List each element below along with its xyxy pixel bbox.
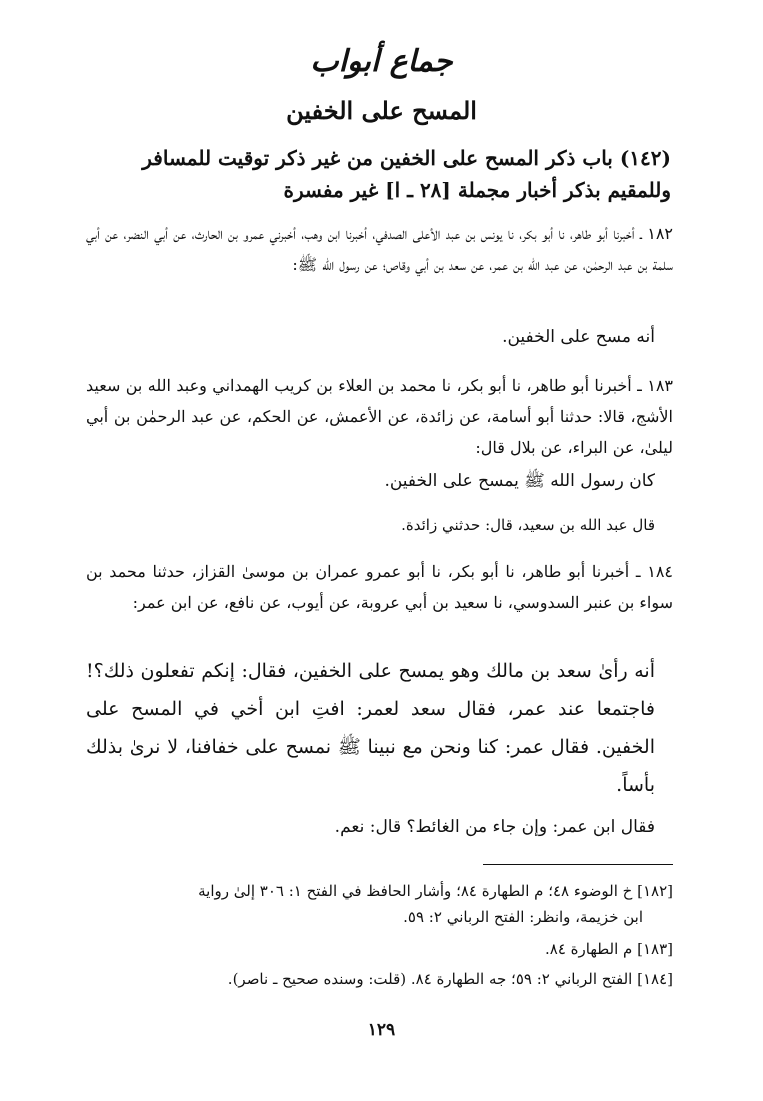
hadith-182-isnad: ١٨٢ ـ أخبرنا أبو طاهر، نا أبو بكر، نا يونس بن عبد الأعلى الصدفي، أخبرنا ابن وهب، أخبرني عمرو بن الحارث، عن أبي النضر، عن أبي سلمة بن عبد الرحمٰن، عن عبد الله بن عمر، عن سعد بن أبي وقاص؛ عن رسول الله ﷺ: bbox=[86, 224, 673, 274]
hadith-184-matn: أنه رأىٰ سعد بن مالك وهو يمسح على الخفين، فقال: إنكم تفعلون ذلك؟! فاجتمعا عند عمر، فقال سعد لعمر: افتِ ابن أخي في المسح على الخفين. فقال عمر: كنا ونحن مع نبينا ﷺ نمسح على خفافنا، لا نرىٰ بذلك بأساً. bbox=[86, 660, 655, 796]
hadith-184-final: فقال ابن عمر: وإن جاء من الغائط؟ قال: نعم. bbox=[334, 817, 655, 837]
hadith-183-matn: كان رسول الله ﷺ يمسح على الخفين. bbox=[384, 471, 655, 491]
section-title: المسح على الخفين bbox=[286, 96, 477, 125]
hadith-183-note: قال عبد الله بن سعيد، قال: حدثني زائدة. bbox=[401, 516, 655, 534]
hadith-183-isnad: ١٨٣ ـ أخبرنا أبو طاهر، نا أبو بكر، نا محمد بن العلاء بن كريب الهمداني وعبد الله بن سعيد الأشج، قالا: حدثنا أبو أسامة، عن زائدة، عن الأعمش، عن الحكم، عن عبد الرحمٰن بن أبي ليلىٰ، عن البراء، عن بلال قال: bbox=[86, 376, 673, 457]
footnote-182-line2: ابن خزيمة، وانظر: الفتح الرباني ٢: ٥٩. bbox=[403, 908, 643, 926]
chapter-title: جماع أبواب bbox=[310, 44, 453, 79]
footnote-183: [١٨٣] م الطهارة ٨٤. bbox=[544, 940, 673, 958]
hadith-184-isnad: ١٨٤ ـ أخبرنا أبو طاهر، نا أبو بكر، نا أبو عمرو عمران بن موسىٰ القزاز، حدثنا محمد بن سواء بن عنبر السدوسي، نا سعيد بن أبي عروبة، عن أيوب، عن نافع، عن ابن عمر: bbox=[86, 562, 673, 612]
bab-heading-line2: وللمقيم بذكر أخبار مجملة [٢٨ ـ ا] غير مفسرة bbox=[283, 178, 671, 202]
footnote-182 bbox=[88, 878, 673, 930]
hadith-182-matn: أنه مسح على الخفين. bbox=[502, 327, 655, 347]
bab-heading bbox=[88, 142, 671, 206]
footnote-182-line1: [١٨٢] خ الوضوء ٤٨؛ م الطهارة ٨٤؛ وأشار الحافظ في الفتح ١: ٣٠٦ إلىٰ رواية bbox=[198, 882, 673, 900]
footnote-184: [١٨٤] الفتح الرباني ٢: ٥٩؛ جه الطهارة ٨٤. (قلت: وسنده صحيح ـ ناصر). bbox=[227, 970, 673, 988]
page-number: ١٢٩ bbox=[367, 1020, 396, 1040]
footnote-separator bbox=[483, 864, 673, 865]
bab-heading-line1: (١٤٢) باب ذكر المسح على الخفين من غير ذكر توقيت للمسافر bbox=[142, 146, 671, 170]
